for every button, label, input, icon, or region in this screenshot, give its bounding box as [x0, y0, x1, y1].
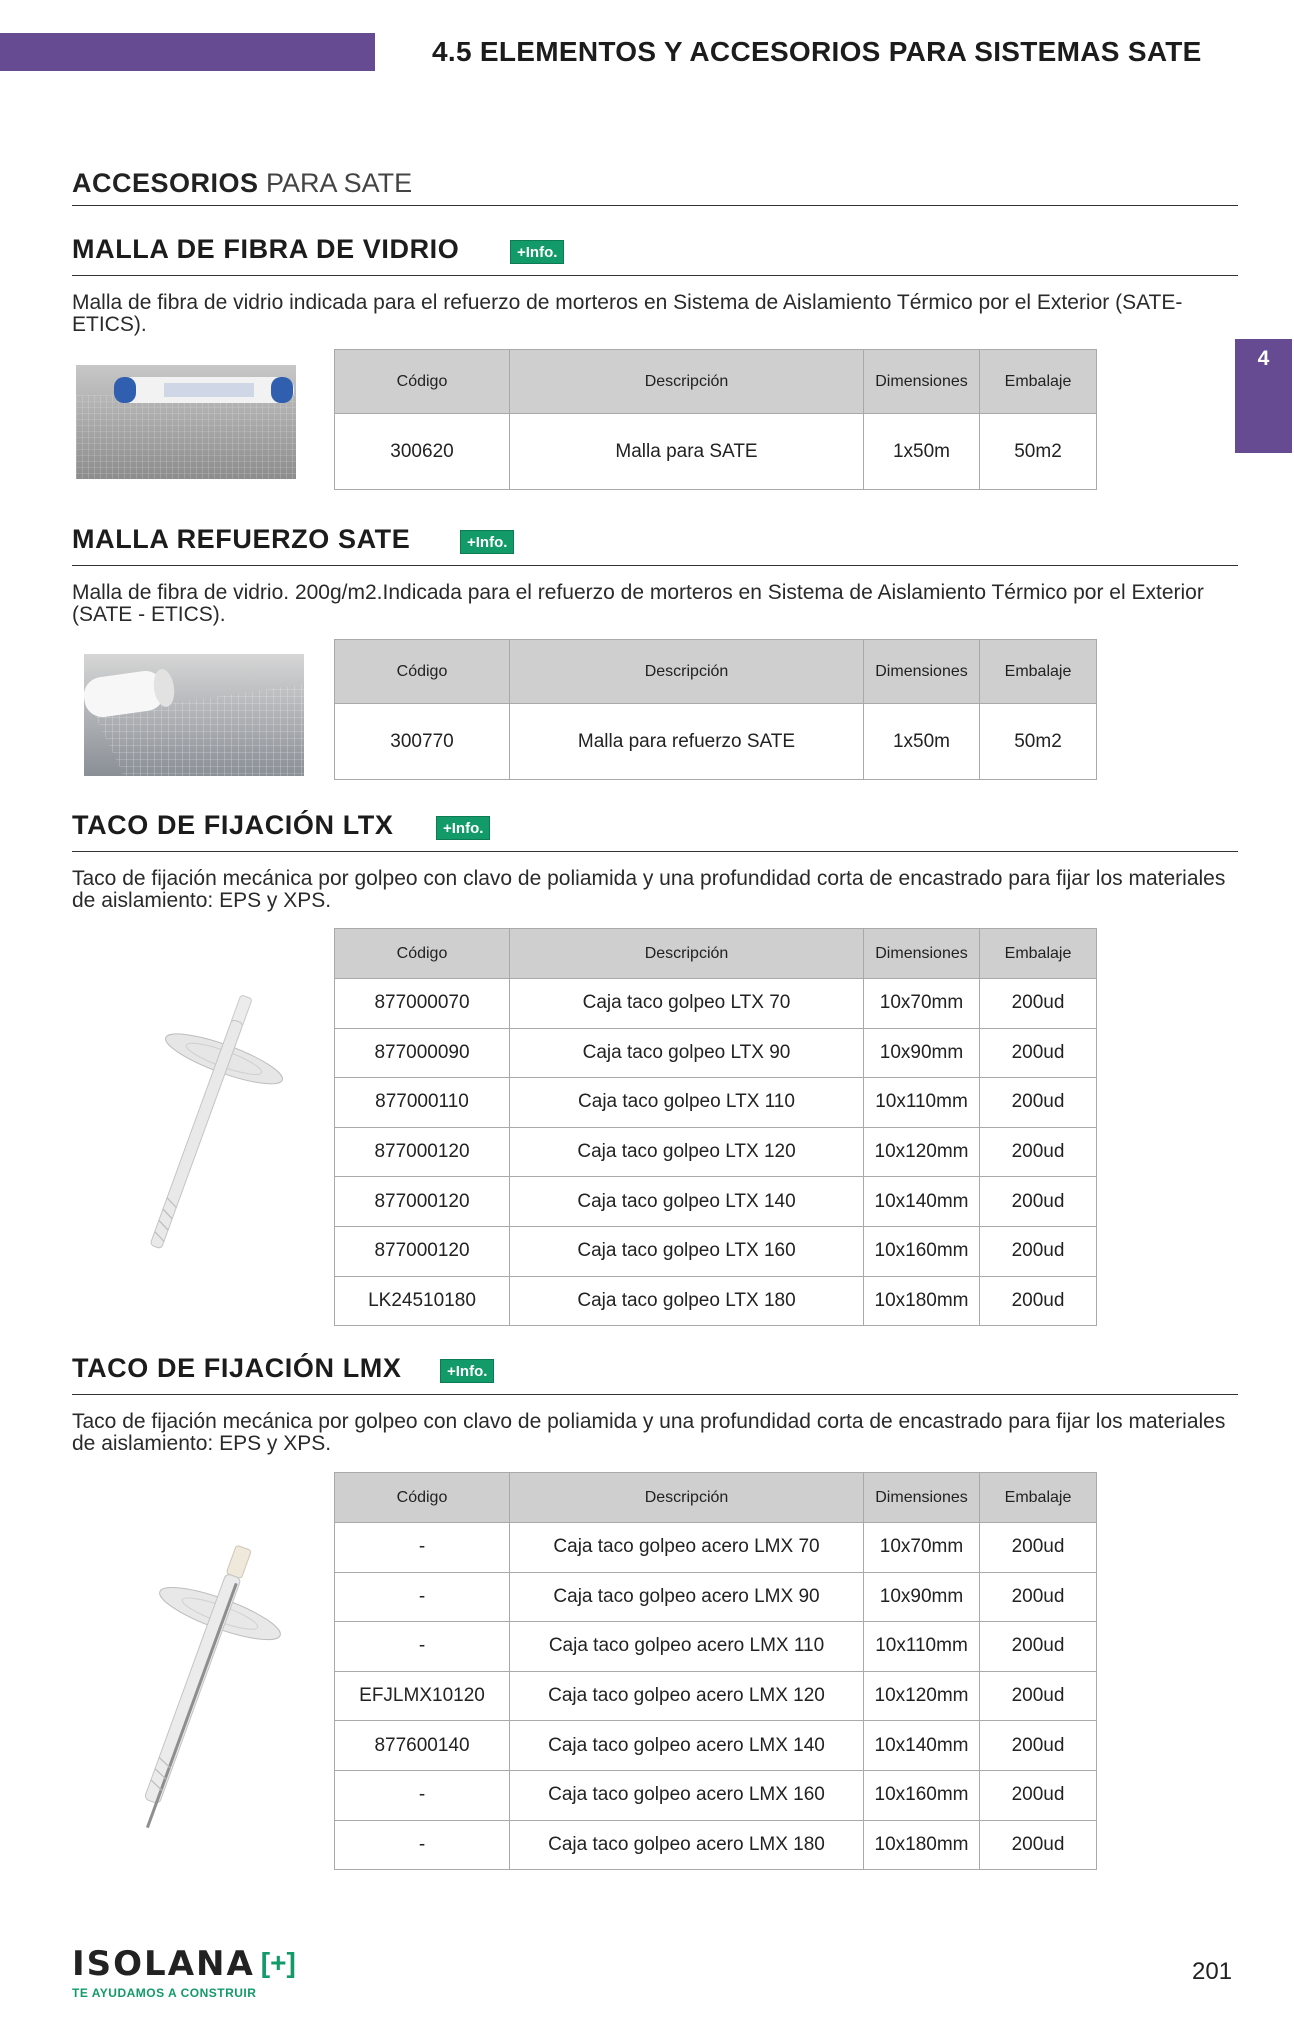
product-table-taco-ltx — [334, 928, 1097, 1326]
table-row — [335, 704, 1097, 780]
col-header-dimensiones: Dimensiones — [864, 1473, 980, 1523]
cell-dimensiones: 10x110mm — [864, 1078, 980, 1128]
cell-embalaje: 200ud — [980, 1127, 1097, 1177]
col-header-descripcion: Descripción — [510, 350, 864, 414]
ltx-anchor-photo — [116, 985, 286, 1270]
cell-codigo: - — [335, 1622, 510, 1672]
logo-tagline: TE AYUDAMOS A CONSTRUIR — [72, 1986, 257, 2000]
cell-embalaje: 200ud — [980, 1523, 1097, 1573]
more-info-button[interactable]: +Info. — [460, 530, 514, 554]
table-row — [335, 1127, 1097, 1177]
table-row — [335, 1523, 1097, 1573]
logo-plus-icon: [+] — [260, 1947, 296, 1978]
cell-codigo: 877000090 — [335, 1028, 510, 1078]
product-title: TACO DE FIJACIÓN LTX — [72, 810, 394, 840]
more-info-button[interactable]: +Info. — [440, 1359, 494, 1383]
cell-codigo: 877000120 — [335, 1226, 510, 1276]
cell-codigo: - — [335, 1820, 510, 1870]
cell-codigo: 300620 — [335, 414, 510, 490]
product-description: Taco de fijación mecánica por golpeo con clavo de poliamida y una profundidad corta de encastrado para fijar los materiales de aislamiento: EPS y XPS. — [72, 867, 1226, 912]
cell-dimensiones: 10x90mm — [864, 1572, 980, 1622]
table-row — [335, 1572, 1097, 1622]
logo-wordmark: ISOLANA — [72, 1944, 255, 1984]
table-row — [335, 1276, 1097, 1326]
cell-embalaje: 200ud — [980, 979, 1097, 1029]
product-title: MALLA REFUERZO SATE — [72, 524, 411, 554]
cell-dimensiones: 10x140mm — [864, 1177, 980, 1227]
col-header-codigo: Código — [335, 350, 510, 414]
cell-dimensiones: 10x160mm — [864, 1226, 980, 1276]
cell-descripcion: Caja taco golpeo acero LMX 90 — [510, 1572, 864, 1622]
cell-descripcion: Caja taco golpeo acero LMX 110 — [510, 1622, 864, 1672]
table-row — [335, 1820, 1097, 1870]
product-description: Malla de fibra de vidrio indicada para el refuerzo de morteros en Sistema de Aislamiento Térmico por el Exterior (SATE-ETICS). — [72, 291, 1183, 336]
cell-dimensiones: 1x50m — [864, 414, 980, 490]
cell-descripcion: Caja taco golpeo acero LMX 180 — [510, 1820, 864, 1870]
cell-dimensiones: 10x140mm — [864, 1721, 980, 1771]
col-header-embalaje: Embalaje — [980, 350, 1097, 414]
cell-codigo: - — [335, 1572, 510, 1622]
product-title: MALLA DE FIBRA DE VIDRIO — [72, 234, 460, 264]
cell-descripcion: Caja taco golpeo LTX 140 — [510, 1177, 864, 1227]
cell-embalaje: 200ud — [980, 1622, 1097, 1672]
product-header — [72, 1353, 1238, 1395]
product-header — [72, 234, 1238, 276]
lmx-anchor-photo — [104, 1535, 284, 1845]
col-header-embalaje: Embalaje — [980, 1473, 1097, 1523]
cell-descripcion: Caja taco golpeo acero LMX 140 — [510, 1721, 864, 1771]
cell-dimensiones: 10x120mm — [864, 1671, 980, 1721]
table-row — [335, 1226, 1097, 1276]
mesh-roll-photo — [76, 365, 296, 479]
cell-descripcion: Caja taco golpeo LTX 70 — [510, 979, 864, 1029]
table-row — [335, 414, 1097, 490]
product-table-malla-refuerzo — [334, 639, 1097, 780]
col-header-descripcion: Descripción — [510, 1473, 864, 1523]
col-header-dimensiones: Dimensiones — [864, 640, 980, 704]
header-color-band — [0, 33, 375, 71]
col-header-embalaje: Embalaje — [980, 929, 1097, 979]
cell-embalaje: 200ud — [980, 1820, 1097, 1870]
cell-embalaje: 200ud — [980, 1226, 1097, 1276]
product-description: Malla de fibra de vidrio. 200g/m2.Indicada para el refuerzo de morteros en Sistema de Aislamiento Térmico por el Exterior (SATE - ETICS). — [72, 581, 1204, 626]
cell-codigo: - — [335, 1770, 510, 1820]
cell-dimensiones: 10x70mm — [864, 979, 980, 1029]
product-description: Taco de fijación mecánica por golpeo con clavo de poliamida y una profundidad corta de encastrado para fijar los materiales de aislamiento: EPS y XPS. — [72, 1410, 1226, 1455]
product-taco-ltx — [72, 810, 1238, 912]
cell-dimensiones: 1x50m — [864, 704, 980, 780]
table-row — [335, 1770, 1097, 1820]
cell-embalaje: 200ud — [980, 1177, 1097, 1227]
cell-codigo: 877000120 — [335, 1127, 510, 1177]
table-row — [335, 979, 1097, 1029]
cell-descripcion: Caja taco golpeo LTX 180 — [510, 1276, 864, 1326]
col-header-codigo: Código — [335, 640, 510, 704]
product-malla-refuerzo-sate — [72, 524, 1238, 626]
cell-descripcion: Caja taco golpeo acero LMX 70 — [510, 1523, 864, 1573]
more-info-button[interactable]: +Info. — [436, 816, 490, 840]
table-row — [335, 1078, 1097, 1128]
product-table-malla-fibra — [334, 349, 1097, 490]
cell-descripcion: Caja taco golpeo LTX 110 — [510, 1078, 864, 1128]
product-header — [72, 810, 1238, 852]
col-header-codigo: Código — [335, 929, 510, 979]
table-header-row — [335, 640, 1097, 704]
cell-descripcion: Malla para refuerzo SATE — [510, 704, 864, 780]
product-malla-fibra-vidrio — [72, 234, 1238, 336]
table-row — [335, 1622, 1097, 1672]
section-title-light: PARA SATE — [266, 168, 413, 198]
cell-codigo: LK24510180 — [335, 1276, 510, 1326]
cell-embalaje: 200ud — [980, 1572, 1097, 1622]
table-row — [335, 1671, 1097, 1721]
cell-descripcion: Caja taco golpeo LTX 160 — [510, 1226, 864, 1276]
cell-dimensiones: 10x90mm — [864, 1028, 980, 1078]
cell-dimensiones: 10x110mm — [864, 1622, 980, 1672]
cell-codigo: 300770 — [335, 704, 510, 780]
cell-embalaje: 200ud — [980, 1770, 1097, 1820]
col-header-descripcion: Descripción — [510, 929, 864, 979]
reinforcement-mesh-photo — [84, 654, 304, 776]
cell-embalaje: 200ud — [980, 1028, 1097, 1078]
section-heading — [72, 168, 1238, 206]
product-title: TACO DE FIJACIÓN LMX — [72, 1353, 402, 1383]
cell-codigo: 877000070 — [335, 979, 510, 1029]
cell-dimensiones: 10x70mm — [864, 1523, 980, 1573]
cell-dimensiones: 10x180mm — [864, 1820, 980, 1870]
isolana-logo[interactable] — [72, 1944, 296, 2000]
page-number: 201 — [1192, 1958, 1233, 1985]
cell-embalaje: 200ud — [980, 1671, 1097, 1721]
more-info-button[interactable]: +Info. — [510, 240, 564, 264]
col-header-dimensiones: Dimensiones — [864, 350, 980, 414]
cell-dimensiones: 10x120mm — [864, 1127, 980, 1177]
col-header-embalaje: Embalaje — [980, 640, 1097, 704]
col-header-descripcion: Descripción — [510, 640, 864, 704]
product-taco-lmx — [72, 1353, 1238, 1455]
cell-embalaje: 200ud — [980, 1276, 1097, 1326]
table-header-row — [335, 1473, 1097, 1523]
col-header-dimensiones: Dimensiones — [864, 929, 980, 979]
cell-descripcion: Malla para SATE — [510, 414, 864, 490]
cell-codigo: 877600140 — [335, 1721, 510, 1771]
cell-embalaje: 200ud — [980, 1721, 1097, 1771]
col-header-codigo: Código — [335, 1473, 510, 1523]
table-row — [335, 1721, 1097, 1771]
section-title-bold: ACCESORIOS — [72, 168, 259, 198]
cell-embalaje: 200ud — [980, 1078, 1097, 1128]
product-header — [72, 524, 1238, 566]
cell-codigo: - — [335, 1523, 510, 1573]
cell-descripcion: Caja taco golpeo LTX 90 — [510, 1028, 864, 1078]
product-table-taco-lmx — [334, 1472, 1097, 1870]
cell-embalaje: 50m2 — [980, 704, 1097, 780]
table-header-row — [335, 350, 1097, 414]
cell-descripcion: Caja taco golpeo LTX 120 — [510, 1127, 864, 1177]
cell-codigo: 877000120 — [335, 1177, 510, 1227]
cell-descripcion: Caja taco golpeo acero LMX 120 — [510, 1671, 864, 1721]
cell-dimensiones: 10x160mm — [864, 1770, 980, 1820]
chapter-title: 4.5 ELEMENTOS Y ACCESORIOS PARA SISTEMAS SATE — [432, 36, 1202, 67]
cell-embalaje: 50m2 — [980, 414, 1097, 490]
cell-codigo: 877000110 — [335, 1078, 510, 1128]
chapter-side-tab[interactable]: 4 — [1235, 339, 1292, 453]
cell-descripcion: Caja taco golpeo acero LMX 160 — [510, 1770, 864, 1820]
table-row — [335, 1028, 1097, 1078]
cell-dimensiones: 10x180mm — [864, 1276, 980, 1326]
table-header-row — [335, 929, 1097, 979]
cell-codigo: EFJLMX10120 — [335, 1671, 510, 1721]
table-row — [335, 1177, 1097, 1227]
